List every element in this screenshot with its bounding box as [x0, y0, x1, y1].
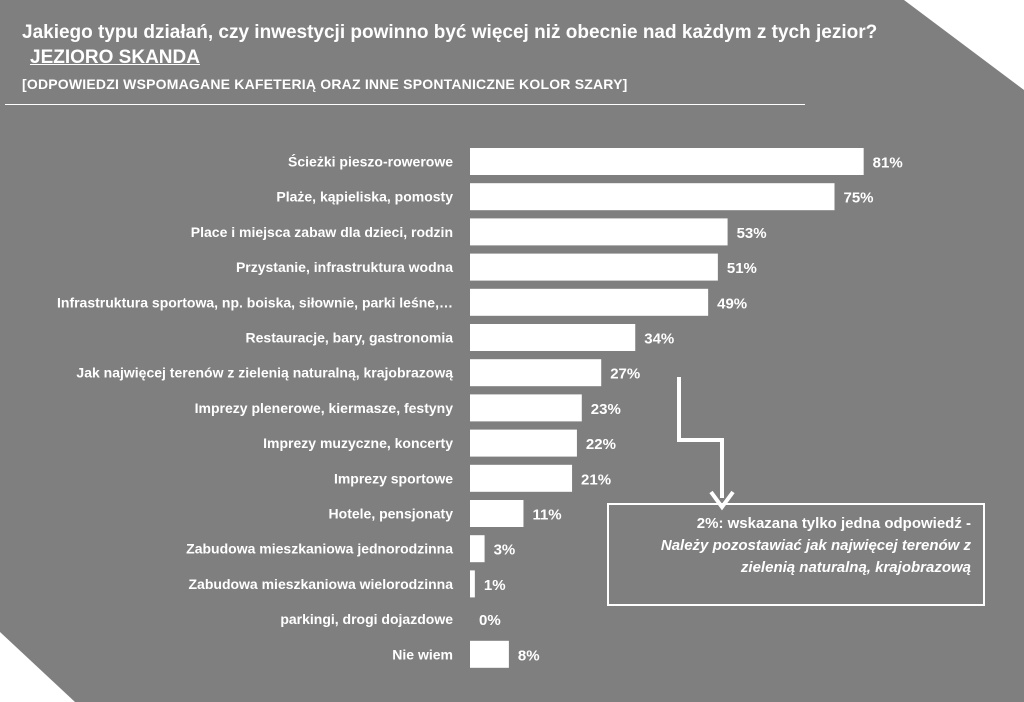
bar — [470, 641, 509, 668]
callout-arrow-line — [679, 377, 722, 498]
category-label: Zabudowa mieszkaniowa jednorodzinna — [186, 540, 453, 557]
value-label: 22% — [585, 436, 616, 454]
bar — [470, 430, 577, 457]
category-label: Nie wiem — [392, 646, 453, 663]
bar — [470, 535, 485, 562]
bar — [470, 324, 635, 351]
category-label: Restauracje, bary, gastronomia — [245, 329, 453, 346]
callout-line-1: 2%: wskazana tylko jedna odpowiedź - — [696, 515, 971, 532]
value-label: 27% — [610, 365, 641, 383]
callout-box — [607, 503, 985, 606]
category-label: Jak najwięcej terenów z zielenią naturalną, krajobrazową — [76, 364, 453, 381]
callout-line-2: Należy pozostawiać jak najwięcej terenów z — [660, 537, 971, 554]
bar — [470, 254, 718, 281]
value-label: 81% — [872, 154, 903, 172]
category-label: Imprezy muzyczne, koncerty — [263, 435, 453, 452]
bar — [470, 570, 475, 597]
value-label: 11% — [532, 506, 562, 524]
chart-subtitle: [ODPOWIEDZI WSPOMAGANE KAFETERIĄ ORAZ INNE SPONTANICZNE KOLOR SZARY] — [22, 76, 628, 92]
category-label: Hotele, pensjonaty — [328, 505, 453, 522]
bar — [470, 148, 864, 175]
bar — [470, 183, 835, 210]
title-lake-name: JEZIORO SKANDA — [30, 47, 200, 68]
category-label: Ścieżki pieszo-rowerowe — [288, 153, 453, 170]
category-label: Przystanie, infrastruktura wodna — [235, 259, 453, 276]
bar — [470, 289, 708, 316]
value-label: 0% — [479, 612, 501, 630]
category-label: Infrastruktura sportowa, np. boiska, siłownie, parki leśne,… — [57, 294, 453, 311]
value-label: 8% — [517, 647, 540, 665]
bar — [470, 500, 523, 527]
value-label: 23% — [590, 400, 621, 418]
category-label: Imprezy plenerowe, kiermasze, festyny — [194, 399, 453, 416]
bar — [470, 218, 728, 245]
value-label: 51% — [726, 260, 757, 278]
bar — [470, 394, 582, 421]
value-label: 1% — [483, 576, 506, 594]
category-label: Place i miejsca zabaw dla dzieci, rodzin — [190, 223, 453, 240]
category-label: Plaże, kąpieliska, pomosty — [276, 188, 453, 205]
bar — [470, 465, 572, 492]
category-label: Imprezy sportowe — [333, 470, 453, 487]
title-question: Jakiego typu działań, czy inwestycji powinno być więcej niż obecnie nad każdym z tych jezior? — [22, 22, 878, 43]
bar — [470, 359, 601, 386]
value-label: 75% — [843, 189, 874, 207]
value-label: 21% — [581, 471, 612, 489]
category-label: parkingi, drogi dojazdowe — [280, 611, 453, 628]
value-label: 49% — [717, 295, 748, 313]
category-label: Zabudowa mieszkaniowa wielorodzinna — [188, 575, 453, 592]
value-label: 3% — [493, 541, 516, 559]
callout-line-3: zielenią naturalną, krajobrazową — [740, 559, 971, 576]
value-label: 53% — [736, 224, 767, 242]
value-label: 34% — [644, 330, 675, 348]
